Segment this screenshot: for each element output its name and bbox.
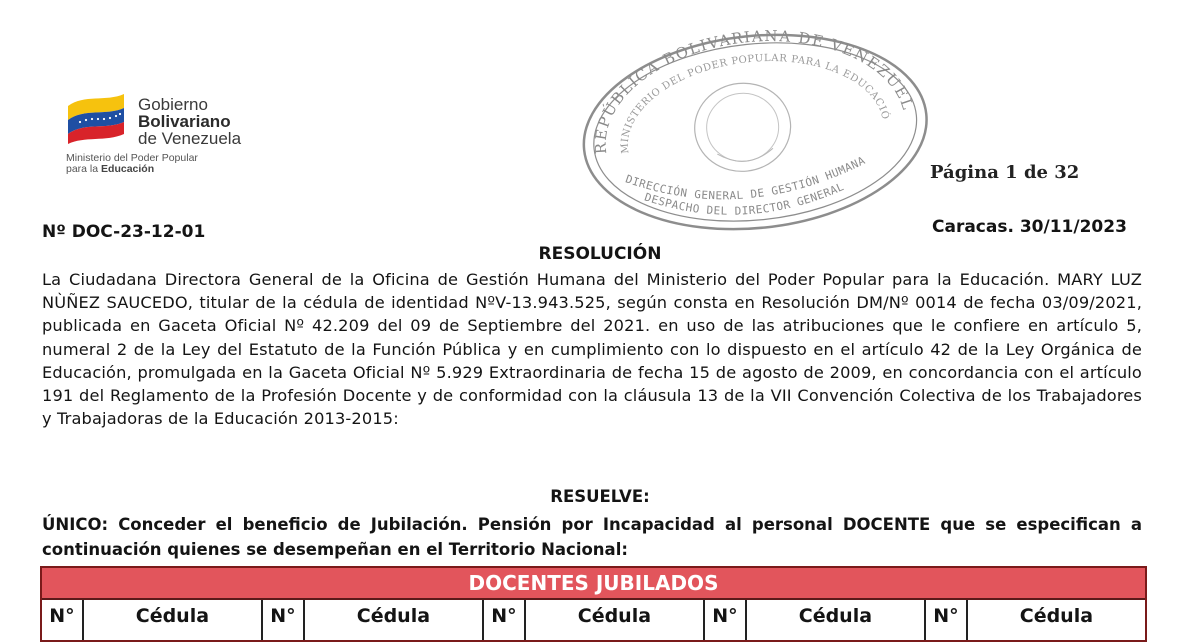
ministry-name	[66, 153, 198, 175]
page-indicator: Página 1 de 32	[930, 162, 1080, 183]
official-stamp	[565, 20, 945, 240]
column-header-cedula: Cédula	[526, 600, 705, 640]
government-logo	[66, 92, 296, 182]
stamp-top-text: REPÚBLICA BOLIVARIANA DE VENEZUELA	[591, 27, 918, 155]
column-header-number: N°	[484, 600, 526, 640]
document-title: RESOLUCIÓN	[538, 244, 662, 264]
logo-line-3: de Venezuela	[138, 129, 242, 148]
resolve-heading: RESUELVE:	[550, 487, 650, 506]
stamp-bottom-line-1: DIRECCIÓN GENERAL DE GESTIÓN HUMANA	[623, 153, 868, 203]
column-header-cedula: Cédula	[305, 600, 484, 640]
column-header-cedula: Cédula	[1019, 605, 1094, 627]
column-header-number: N°	[926, 600, 968, 640]
ministry-line-1: Ministerio del Poder Popular	[66, 152, 198, 164]
resolution-body: La Ciudadana Directora General de la Oficina de Gestión Humana del Ministerio del Poder Popular para la Educación. MARY LUZ NÙÑEZ SAUCEDO, titular de la cédula de identidad NºV-13.943.525, según consta en Resolución DM/Nº 0014 de fecha 03/09/2021, publicada en Gaceta Oficial Nº 42.209 del 09 de Septiembre del 2021. en uso de las atribuciones que le confiere en artículo 5, numeral 2 de la Ley del Estatuto de la Función Pública y en cumplimiento con lo dispuesto en el artículo 42 de la Ley Orgánica de Educación, promulgada en la Gaceta Oficial Nº 5.929 Extraordinaria de fecha 15 de agosto de 2009, en concordancia con el artículo 191 del Reglamento de la Profesión Docente y de conformidad con la cláusula 13 de la VII Convención Colectiva de los Trabajadores y Trabajadoras de la Educación 2013-2015:	[42, 270, 1142, 429]
logo-line-1: Gobierno	[138, 95, 208, 114]
retired-teachers-table	[40, 566, 1147, 642]
logo-text	[138, 96, 241, 147]
logo-line-2: Bolivariano	[138, 112, 231, 131]
table-title: DOCENTES JUBILADOS	[42, 568, 1145, 600]
unico-clause: ÚNICO: Conceder el beneficio de Jubilación. Pensión por Incapacidad al personal DOCENTE que se especifican a continuación quienes se desempeñan en el Territorio Nacional:	[42, 515, 1142, 559]
place-and-date: Caracas. 30/11/2023	[932, 217, 1127, 237]
document-number: Nº DOC-23-12-01	[42, 222, 206, 242]
stamp-bottom-line-2: DESPACHO DEL DIRECTOR GENERAL	[642, 180, 847, 218]
column-header-number: N°	[42, 600, 84, 640]
column-header-number: N°	[705, 600, 747, 640]
column-header-number: N°	[263, 600, 305, 640]
column-header-cedula: Cédula	[84, 600, 263, 640]
column-header-cedula: Cédula	[747, 600, 926, 640]
table-header-row	[42, 600, 1145, 640]
stamp-inner-text: MINISTERIO DEL PODER POPULAR PARA LA EDUCACIÓN	[619, 53, 891, 154]
ministry-line-2: para la Educación	[66, 163, 155, 175]
venezuela-flag-icon	[66, 92, 126, 144]
